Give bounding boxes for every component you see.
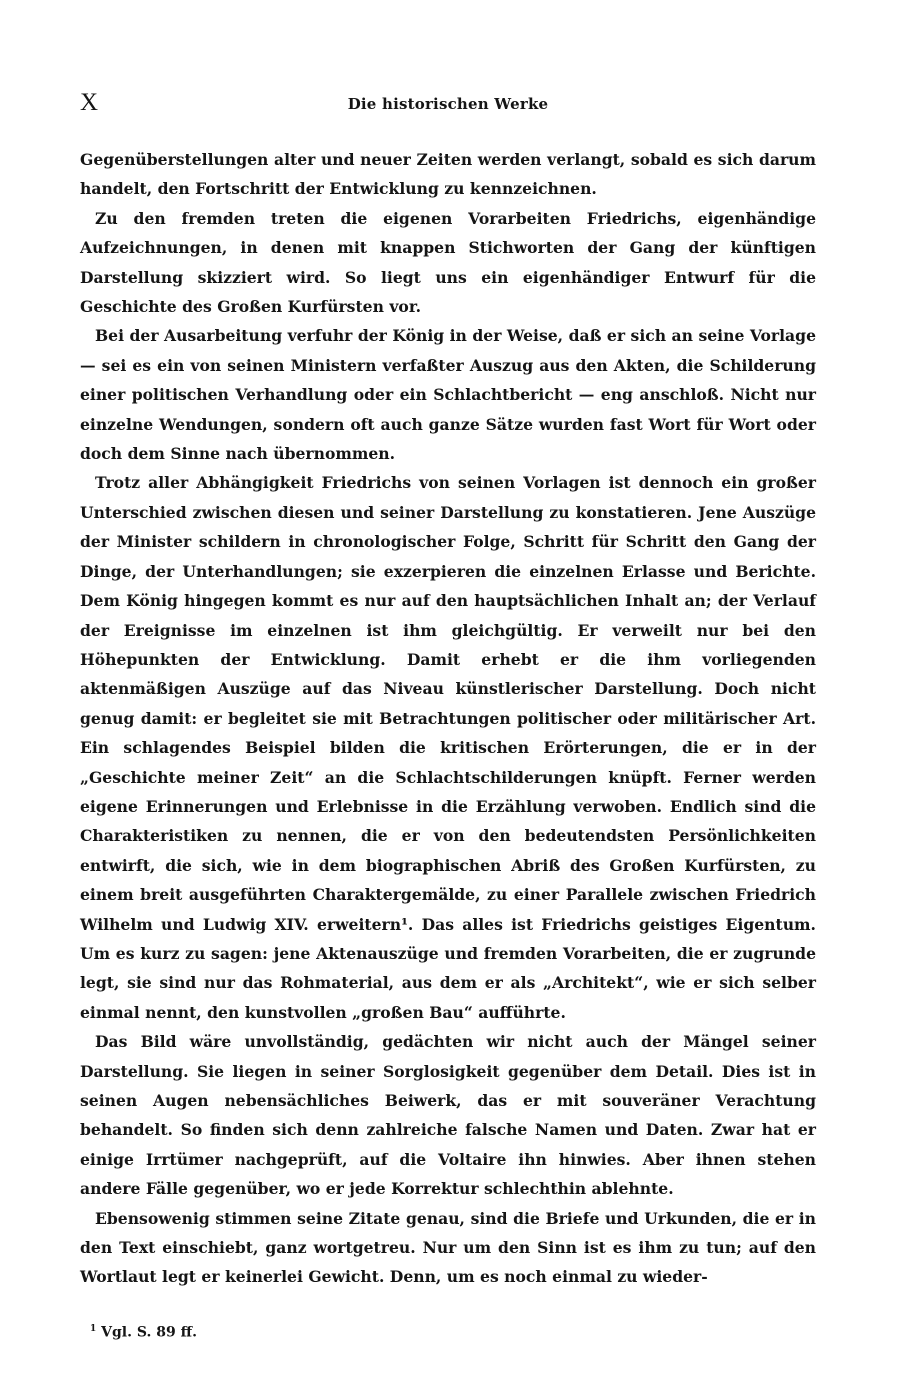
running-head: Die historischen Werke [347,95,549,113]
page-header [80,90,816,120]
footnote-text: Vgl. S. 89 ff. [101,1324,197,1341]
paragraph-1: Gegenüberstellungen alter und neuer Zeiten werden verlangt, sobald es sich darum handelt, den Fortschritt der Entwicklung zu kennzeichnen. [80,150,816,199]
footnote [90,1320,197,1342]
paragraph-5: Das Bild wäre unvollständig, gedächten wir nicht auch der Mängel seiner Darstellung. Sie liegen in seiner Sorglosigkeit gegenüber dem Detail. Dies ist in seinen Augen nebensächliches Beiwerk, das er mit souveräner Verachtung behandelt. So finden sich denn zahlreiche falsche Namen und Daten. Zwar hat er einige Irrtümer nachgeprüft, auf die Voltaire ihn hinwies. Aber ihnen stehen andere Fälle gegenüber, wo er jede Korrektur schlechthin ablehnte. [80,1032,816,1199]
paragraph-4: Trotz aller Abhängigkeit Friedrichs von seinen Vorlagen ist dennoch ein großer Unterschied zwischen diesen und seiner Darstellung zu konstatieren. Jene Auszüge der Minister schildern in chronologischer Folge, Schritt für Schritt den Gang der Dinge, der Unterhandlungen; sie exzerpieren die einzelnen Erlasse und Berichte. Dem König hingegen kommt es nur auf den hauptsächlichen Inhalt an; der Verlauf der Ereignisse im einzelnen ist ihm gleichgültig. Er verweilt nur bei den Höhepunkten der Entwicklung. Damit erhebt er die ihm vorliegenden aktenmäßigen Auszüge auf das Niveau künstlerischer Darstellung. Doch nicht genug damit: er begleitet sie mit Betrachtungen politischer oder militärischer Art. Ein schlagendes Beispiel bilden die kritischen Erörterungen, die er in der „Geschichte meiner Zeit“ an die Schlachtschilderungen knüpft. Ferner werden eigene Erinnerungen und Erlebnisse in die Erzählung verwoben. Endlich sind die Charakteristiken zu nennen, die er von den bedeutendsten Persönlichkeiten entwirft, die sich, wie in dem biographischen Abriß des Großen Kurfürsten, zu einem breit ausgeführten Charaktergemälde, zu einer Parallele zwischen Friedrich Wilhelm und Ludwig XIV. erweitern¹. Das alles ist Friedrichs geistiges Eigentum. Um es kurz zu sagen: jene Aktenauszüge und fremden Vorarbeiten, die er zugrunde legt, sie sind nur das Rohmaterial, aus dem er als „Architekt“, wie er sich selber einmal nennt, den kunstvollen „großen Bau“ aufführte. [80,473,816,1022]
page-number: X [80,89,99,116]
paragraph-6: Ebensowenig stimmen seine Zitate genau, sind die Briefe und Urkunden, die er in den Text einschiebt, ganz wortgetreu. Nur um den Sinn ist es ihm zu tun; auf den Wortlaut legt er keinerlei Gewicht. Denn, um es noch einmal zu wieder- [80,1208,816,1287]
paragraph-2: Zu den fremden treten die eigenen Vorarbeiten Friedrichs, eigenhändige Aufzeichnungen, in denen mit knappen Stichworten der Gang der künftigen Darstellung skizziert wird. So liegt uns ein eigenhändiger Entwurf für die Geschichte des Großen Kurfürsten vor. [80,208,816,317]
paragraph-3: Bei der Ausarbeitung verfuhr der König in der Weise, daß er sich an seine Vorlage — sei es ein von seinen Ministern verfaßter Auszug aus den Akten, die Schilderung einer politischen Verhandlung oder ein Schlachtbericht — eng anschloß. Nicht nur einzelne Wendungen, sondern oft auch ganze Sätze wurden fast Wort für Wort oder doch dem Sinne nach übernommen. [80,326,816,464]
footnote-marker: 1 [90,1324,97,1334]
body-text [80,145,816,1292]
